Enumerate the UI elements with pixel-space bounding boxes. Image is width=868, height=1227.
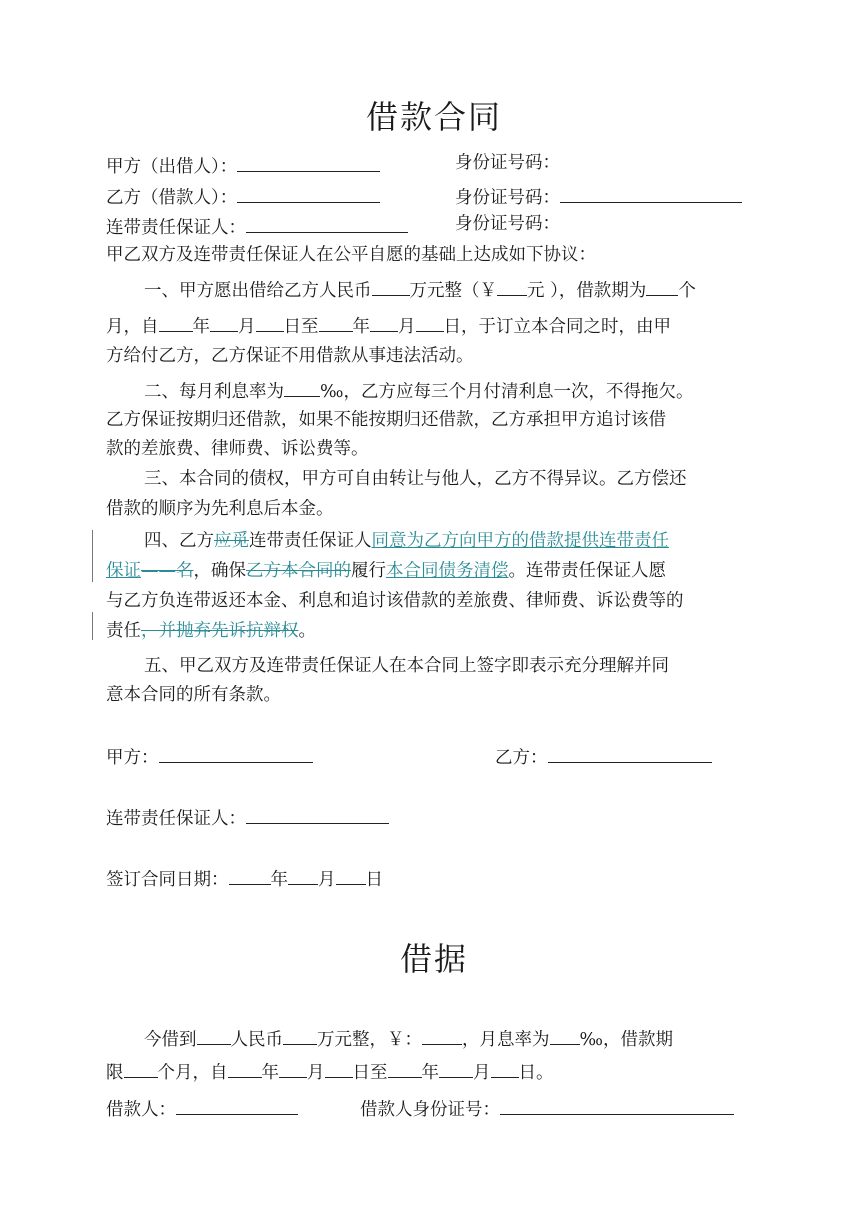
receipt-start-day-field[interactable] bbox=[325, 1057, 353, 1078]
clause-1-text-g: 月 bbox=[238, 317, 256, 337]
clause-4-line-3: 与乙方负连带返还本金、利息和追讨该借款的差旅费、律师费、诉讼费等的 bbox=[106, 591, 684, 611]
clause-1-text-c: 元 ），借款期为 bbox=[527, 281, 647, 301]
sign-month-unit: 月 bbox=[318, 870, 336, 890]
clause-1-text-i: 年 bbox=[352, 317, 370, 337]
sign-guarantor-label: 连带责任保证人： bbox=[106, 809, 246, 829]
start-month-field[interactable] bbox=[210, 311, 238, 332]
clause-2-text-b: ‰，乙方应每三个月付清利息一次，不得拖欠。 bbox=[320, 382, 694, 402]
party-a-line bbox=[106, 151, 380, 179]
clause-1-text-h: 日至 bbox=[283, 317, 319, 337]
party-a-id-label: 身份证号码： bbox=[455, 153, 560, 173]
clause-1-line-3: 方给付乙方，乙方保证不用借款从事违法活动。 bbox=[106, 346, 474, 366]
clause-2-line-1 bbox=[144, 376, 693, 404]
clause-1-text-j: 月 bbox=[398, 317, 416, 337]
inserted-text: 同意为乙方向甲方的借款提供连带责任 bbox=[371, 531, 669, 551]
revision-bar bbox=[92, 612, 93, 640]
receipt-months-field[interactable] bbox=[124, 1057, 158, 1078]
sign-party-a bbox=[106, 742, 313, 770]
sign-year-field[interactable] bbox=[229, 864, 271, 885]
loan-months-field[interactable] bbox=[646, 275, 678, 296]
guarantor-name-field[interactable] bbox=[246, 212, 408, 233]
clause-4-text-g: 。 bbox=[298, 621, 316, 641]
clause-1-line-1 bbox=[144, 275, 696, 303]
clause-1-text-b: 万元整（￥ bbox=[409, 281, 497, 301]
receipt-text-e: ‰，借款期 bbox=[579, 1030, 673, 1050]
deleted-text: ，并抛弃先诉抗辩权 bbox=[141, 621, 299, 641]
sign-guarantor-field[interactable] bbox=[246, 803, 389, 824]
party-a-label: 甲方（出借人）： bbox=[106, 157, 238, 177]
sign-date-label: 签订合同日期： bbox=[106, 870, 229, 890]
sign-guarantor bbox=[106, 803, 389, 831]
receipt-lender-field[interactable] bbox=[197, 1024, 231, 1045]
party-b-id-line bbox=[455, 182, 742, 210]
clause-2-text-a: 二、每月利息率为 bbox=[144, 382, 284, 402]
party-b-label: 乙方（借款人）： bbox=[106, 188, 238, 208]
clause-4-text-e: 。连带责任保证人愿 bbox=[508, 561, 666, 581]
sign-party-a-label: 甲方： bbox=[106, 748, 159, 768]
amount-yuan-field[interactable] bbox=[497, 275, 527, 296]
clause-2-line-3: 款的差旅费、律师费、诉讼费等。 bbox=[106, 439, 369, 459]
sign-month-field[interactable] bbox=[288, 864, 318, 885]
sign-party-b-label: 乙方： bbox=[495, 748, 548, 768]
receipt-borrower bbox=[106, 1094, 298, 1122]
start-year-field[interactable] bbox=[159, 311, 193, 332]
guarantor-label: 连带责任保证人： bbox=[106, 218, 246, 238]
clause-4-text-d: 履行 bbox=[351, 561, 386, 581]
party-b-line bbox=[106, 182, 380, 210]
end-day-field[interactable] bbox=[416, 311, 444, 332]
receipt-start-year-field[interactable] bbox=[228, 1057, 262, 1078]
deleted-text: 应觅 bbox=[214, 531, 249, 551]
sign-party-b bbox=[495, 742, 712, 770]
receipt-end-year-field[interactable] bbox=[388, 1057, 422, 1078]
receipt-text-b: 人民币 bbox=[230, 1030, 283, 1050]
clause-1-text-f: 年 bbox=[192, 317, 210, 337]
sign-day-field[interactable] bbox=[336, 864, 366, 885]
receipt-start-month-field[interactable] bbox=[279, 1057, 307, 1078]
party-b-name-field[interactable] bbox=[237, 182, 380, 203]
clause-3-line-1: 三、本合同的债权，甲方可自由转让与他人，乙方不得异议。乙方偿还 bbox=[144, 469, 687, 489]
clause-1-text-e: 月，自 bbox=[106, 317, 159, 337]
clause-1-line-2 bbox=[106, 311, 671, 339]
clause-4-text-c: ，确保 bbox=[193, 561, 246, 581]
intro-text: 甲乙双方及连带责任保证人在公平自愿的基础上达成如下协议： bbox=[106, 245, 596, 265]
receipt-borrower-field[interactable] bbox=[176, 1094, 298, 1115]
receipt-line-2 bbox=[106, 1057, 554, 1085]
clause-5-line-2: 意本合同的所有条款。 bbox=[106, 685, 281, 705]
clause-4-line-1 bbox=[144, 529, 669, 553]
receipt-end-day-field[interactable] bbox=[491, 1057, 519, 1078]
receipt-text-d: ，月息率为 bbox=[462, 1030, 550, 1050]
guarantor-id-line bbox=[455, 212, 560, 236]
receipt-yuan-field[interactable] bbox=[422, 1024, 462, 1045]
receipt-text-a: 今借到 bbox=[144, 1030, 197, 1050]
receipt-text-j: 日至 bbox=[352, 1063, 388, 1083]
inserted-text: 本合同债务清偿 bbox=[386, 561, 509, 581]
clause-4-text-a: 四、乙方 bbox=[144, 531, 214, 551]
clause-1-text-d: 个 bbox=[678, 281, 696, 301]
receipt-borrower-id-label: 借款人身份证号： bbox=[360, 1100, 500, 1120]
sign-year-unit: 年 bbox=[270, 870, 288, 890]
receipt-text-f: 限 bbox=[106, 1063, 124, 1083]
clause-5-line-1: 五、甲乙双方及连带责任保证人在本合同上签字即表示充分理解并同 bbox=[144, 656, 669, 676]
receipt-text-h: 年 bbox=[261, 1063, 279, 1083]
contract-title: 借款合同 bbox=[365, 98, 502, 136]
party-b-id-label: 身份证号码： bbox=[455, 188, 560, 208]
receipt-text-l: 月 bbox=[473, 1063, 491, 1083]
party-b-id-field[interactable] bbox=[560, 182, 742, 203]
end-month-field[interactable] bbox=[370, 311, 398, 332]
inserted-text: 保证 bbox=[106, 561, 141, 581]
party-a-name-field[interactable] bbox=[237, 151, 380, 172]
clause-4-line-4 bbox=[106, 619, 316, 643]
receipt-title: 借据 bbox=[399, 940, 468, 978]
receipt-line-1 bbox=[144, 1024, 673, 1052]
sign-party-b-field[interactable] bbox=[548, 742, 712, 763]
receipt-text-m: 日。 bbox=[518, 1063, 554, 1083]
guarantor-id-label: 身份证号码： bbox=[455, 214, 560, 234]
receipt-text-k: 年 bbox=[421, 1063, 439, 1083]
receipt-borrower-id bbox=[360, 1094, 734, 1122]
receipt-borrower-id-field[interactable] bbox=[500, 1094, 734, 1115]
clause-3-line-2: 借款的顺序为先利息后本金。 bbox=[106, 499, 334, 519]
clause-1-text-k: 日，于订立本合同之时，由甲 bbox=[443, 317, 671, 337]
revision-bar bbox=[92, 530, 93, 582]
clause-1-text-a: 一、甲方愿出借给乙方人民币 bbox=[144, 281, 372, 301]
clause-4-text-b: 连带责任保证人 bbox=[249, 531, 372, 551]
receipt-text-g: 个月，自 bbox=[157, 1063, 228, 1083]
receipt-rate-field[interactable] bbox=[550, 1024, 580, 1045]
clause-4-line-2 bbox=[106, 559, 666, 583]
end-year-field[interactable] bbox=[319, 311, 353, 332]
sign-day-unit: 日 bbox=[365, 870, 383, 890]
clause-4-text-f: 责任 bbox=[106, 621, 141, 641]
amount-wan-field[interactable] bbox=[372, 275, 410, 296]
deleted-text: 乙方本合同的 bbox=[246, 561, 351, 581]
clause-2-line-2: 乙方保证按期归还借款，如果不能按期归还借款，乙方承担甲方追讨该借 bbox=[106, 410, 666, 430]
receipt-borrower-label: 借款人： bbox=[106, 1100, 176, 1120]
interest-rate-field[interactable] bbox=[284, 376, 320, 397]
receipt-text-i: 月 bbox=[307, 1063, 325, 1083]
deleted-text: ——名 bbox=[141, 561, 194, 581]
party-a-id-line bbox=[455, 151, 560, 175]
receipt-wan-field[interactable] bbox=[283, 1024, 317, 1045]
start-day-field[interactable] bbox=[256, 311, 284, 332]
sign-party-a-field[interactable] bbox=[159, 742, 313, 763]
receipt-text-c: 万元整，￥： bbox=[317, 1030, 422, 1050]
sign-date bbox=[106, 864, 383, 892]
guarantor-line bbox=[106, 212, 408, 240]
receipt-end-month-field[interactable] bbox=[439, 1057, 473, 1078]
